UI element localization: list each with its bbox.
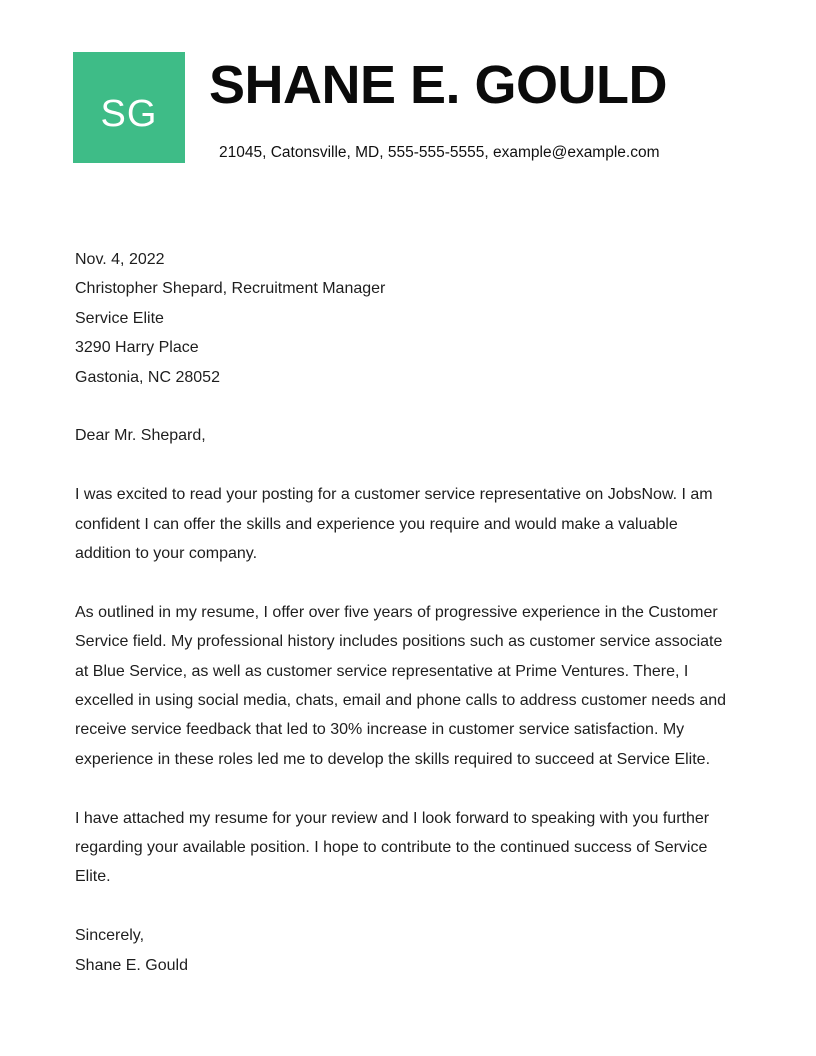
recipient-city-state-zip: Gastonia, NC 28052 — [75, 368, 220, 386]
recipient-street: 3290 Harry Place — [75, 339, 199, 357]
signature-name: Shane E. Gould — [75, 956, 188, 974]
letter-body — [75, 245, 737, 980]
recipient-name-title: Christopher Shepard, Recruitment Manager — [75, 280, 386, 298]
letter-date: Nov. 4, 2022 — [75, 251, 165, 268]
letter-paragraph-1: I was excited to read your posting for a customer service representative on JobsNow. I am confident I can offer the skills and experience you require and would make a valuable addition to your company. — [75, 486, 713, 563]
monogram-logo — [73, 52, 185, 163]
monogram-initials: SG — [100, 93, 158, 135]
signature-block — [75, 921, 737, 980]
letter-paragraph-3: I have attached my resume for your review and I look forward to speaking with you further regarding your available position. I hope to contribute to the continued success of Service Elite. — [75, 809, 710, 886]
recipient-block — [75, 245, 737, 392]
letter-paragraph-2: As outlined in my resume, I offer over five years of progressive experience in the Customer Service field. My professional history includes positions such as customer service associate at Blue Service, as well as customer service representative at Prime Ventures. There, I excelled in using social media, chats, email and phone calls to address customer needs and receive service feedback that led to 30% increase in customer service satisfaction. My experience in these roles led me to develop the skills required to succeed at Service Elite. — [75, 603, 727, 768]
contact-info: 21045, Catonsville, MD, 555-555-5555, example@example.com — [219, 144, 660, 161]
closing: Sincerely, — [75, 927, 145, 945]
page-title: SHANE E. GOULD — [209, 55, 668, 115]
recipient-company: Service Elite — [75, 309, 164, 327]
salutation: Dear Mr. Shepard, — [75, 427, 206, 445]
